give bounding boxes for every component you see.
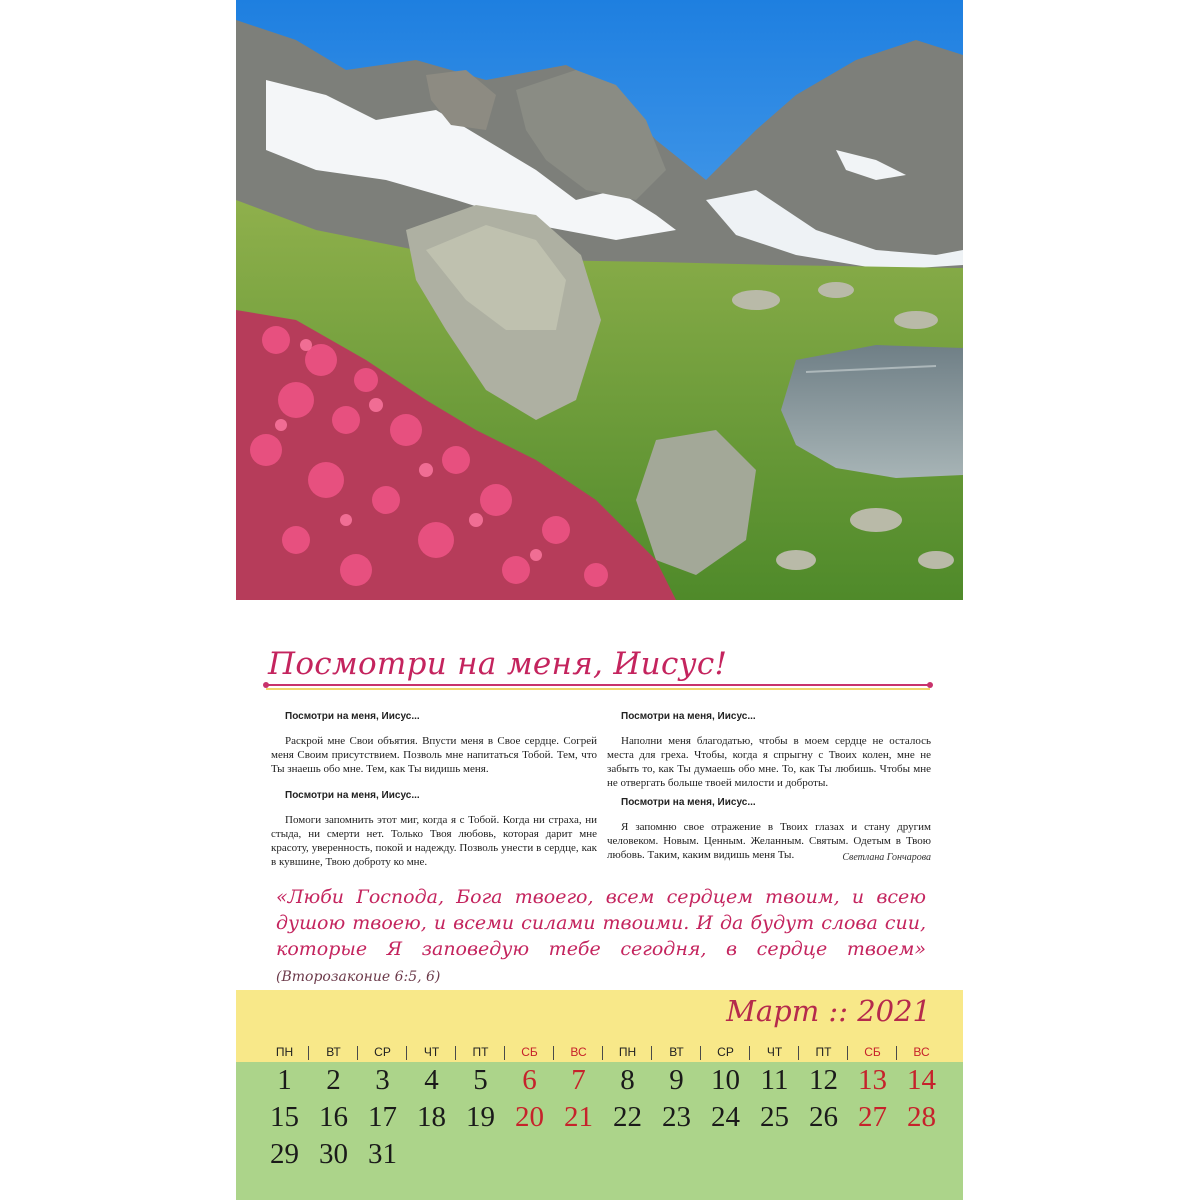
calendar-column xyxy=(505,1042,554,1173)
weekday-label: ВС xyxy=(570,1045,587,1059)
weekday-label: ПТ xyxy=(815,1045,832,1059)
weekday-label: СР xyxy=(717,1045,734,1059)
calendar-column xyxy=(799,1042,848,1173)
calendar-day: 28 xyxy=(907,1101,936,1133)
calendar-day xyxy=(652,1136,701,1173)
calendar-day: 23 xyxy=(662,1101,691,1133)
calendar-day xyxy=(554,1136,603,1173)
weekday-label: ПН xyxy=(618,1045,637,1059)
calendar-day: 10 xyxy=(711,1064,740,1096)
title-divider xyxy=(266,684,930,686)
weekday-label: СР xyxy=(374,1045,391,1059)
calendar-day: 25 xyxy=(760,1101,789,1133)
calendar-column xyxy=(260,1042,309,1173)
poem-author: Светлана Гончарова xyxy=(842,852,931,863)
poem-stanza xyxy=(271,710,597,776)
poem-stanza xyxy=(607,710,931,790)
stanza-heading: Посмотри на меня, Иисус... xyxy=(285,790,420,801)
calendar-day xyxy=(799,1136,848,1173)
calendar-day: 27 xyxy=(858,1101,887,1133)
page-title: Посмотри на меня, Иисус! xyxy=(268,646,728,682)
stanza-text: Раскрой мне Свои объятия. Впусти меня в Свое сердце. Согрей меня Своим присутствием. Позволь мне напитаться Тобой. Тем, что Ты знаешь обо мне. Тем, как Ты видишь меня. xyxy=(271,735,597,775)
calendar-day: 26 xyxy=(809,1101,838,1133)
calendar-day: 20 xyxy=(515,1101,544,1133)
calendar-page xyxy=(236,0,963,1200)
calendar-day xyxy=(505,1136,554,1173)
calendar-day: 6 xyxy=(522,1064,537,1096)
calendar-day: 30 xyxy=(319,1138,348,1170)
bible-verse xyxy=(276,884,926,990)
calendar-day xyxy=(701,1136,750,1173)
calendar-column xyxy=(603,1042,652,1173)
calendar-column xyxy=(701,1042,750,1173)
calendar-column xyxy=(407,1042,456,1173)
verse-reference: (Второзаконие 6:5, 6) xyxy=(276,969,441,985)
title-divider-accent xyxy=(266,688,930,690)
calendar-day: 4 xyxy=(424,1064,439,1096)
weekday-label: ВС xyxy=(913,1045,930,1059)
calendar-day xyxy=(603,1136,652,1173)
calendar-day: 21 xyxy=(564,1101,593,1133)
calendar-day: 29 xyxy=(270,1138,299,1170)
calendar-day: 9 xyxy=(669,1064,684,1096)
calendar-column xyxy=(652,1042,701,1173)
calendar-column xyxy=(848,1042,897,1173)
calendar-day: 13 xyxy=(858,1064,887,1096)
weekday-label: СБ xyxy=(864,1045,881,1059)
calendar-day: 3 xyxy=(375,1064,390,1096)
stanza-heading: Посмотри на меня, Иисус... xyxy=(621,711,756,722)
calendar-column xyxy=(456,1042,505,1173)
stanza-heading: Посмотри на меня, Иисус... xyxy=(285,711,420,722)
calendar-day: 31 xyxy=(368,1138,397,1170)
calendar-day: 18 xyxy=(417,1101,446,1133)
mountain-lake-photo xyxy=(236,0,963,600)
calendar-column xyxy=(358,1042,407,1173)
weekday-label: ПТ xyxy=(472,1045,489,1059)
weekday-label: ЧТ xyxy=(423,1045,440,1059)
calendar-day xyxy=(407,1136,456,1173)
stanza-text: Помоги запомнить этот миг, когда я с Тобой. Когда ни страха, ни стыда, ни смерти нет. Только Твоя любовь, которая дарит мне красоту, уверенность, покой и надежду. Позволь унести в сердце, как в кувшине, Твою доброту ко мне. xyxy=(271,814,597,868)
calendar-day xyxy=(897,1136,946,1173)
stanza-text: Наполни меня благодатью, чтобы в моем сердце не осталось места для греха. Чтобы, когда я спрыгну с Твоих колен, мне не забыть то, как Ты думаешь обо мне. То, как Ты любишь. Чтобы мне не отвергать больше твоей милости и доброты. xyxy=(607,735,931,789)
calendar-day: 24 xyxy=(711,1101,740,1133)
calendar-day: 7 xyxy=(571,1064,586,1096)
calendar-day: 14 xyxy=(907,1064,936,1096)
landscape-illustration xyxy=(236,0,963,600)
calendar-day: 11 xyxy=(760,1064,789,1096)
calendar-day: 1 xyxy=(277,1064,292,1096)
calendar-day xyxy=(456,1136,505,1173)
calendar-day: 22 xyxy=(613,1101,642,1133)
calendar-day: 12 xyxy=(809,1064,838,1096)
calendar-column xyxy=(309,1042,358,1173)
calendar-day: 16 xyxy=(319,1101,348,1133)
month-title: Март :: 2021 xyxy=(726,994,931,1028)
calendar-day xyxy=(848,1136,897,1173)
verse-text: «Люби Господа, Бога твоего, всем сердцем твоим, и всею душою твоею, и всеми силами твоими. И да будут слова сии, которые Я заповедую тебе сегодня, в сердце твоем» xyxy=(276,886,926,960)
stanza-text: Я запомню свое отражение в Твоих глазах и стану другим человеком. Новым. Ценным. Желанным. Святым. Одетым в Твою любовь. Таким, каким видишь меня Ты. xyxy=(607,821,931,861)
calendar-day: 5 xyxy=(473,1064,488,1096)
weekday-label: СБ xyxy=(521,1045,538,1059)
calendar-day xyxy=(750,1136,799,1173)
weekday-label: ВТ xyxy=(326,1045,341,1059)
calendar-day: 19 xyxy=(466,1101,495,1133)
calendar-day: 8 xyxy=(620,1064,635,1096)
calendar-day: 15 xyxy=(270,1101,299,1133)
poem-stanza xyxy=(271,789,597,869)
weekday-label: ВТ xyxy=(669,1045,684,1059)
calendar-day: 2 xyxy=(326,1064,341,1096)
calendar-column xyxy=(897,1042,946,1173)
calendar-day: 17 xyxy=(368,1101,397,1133)
weekday-label: ЧТ xyxy=(766,1045,783,1059)
calendar-column xyxy=(554,1042,603,1173)
weekday-label: ПН xyxy=(275,1045,294,1059)
calendar-column xyxy=(750,1042,799,1173)
stanza-heading: Посмотри на меня, Иисус... xyxy=(621,797,756,808)
